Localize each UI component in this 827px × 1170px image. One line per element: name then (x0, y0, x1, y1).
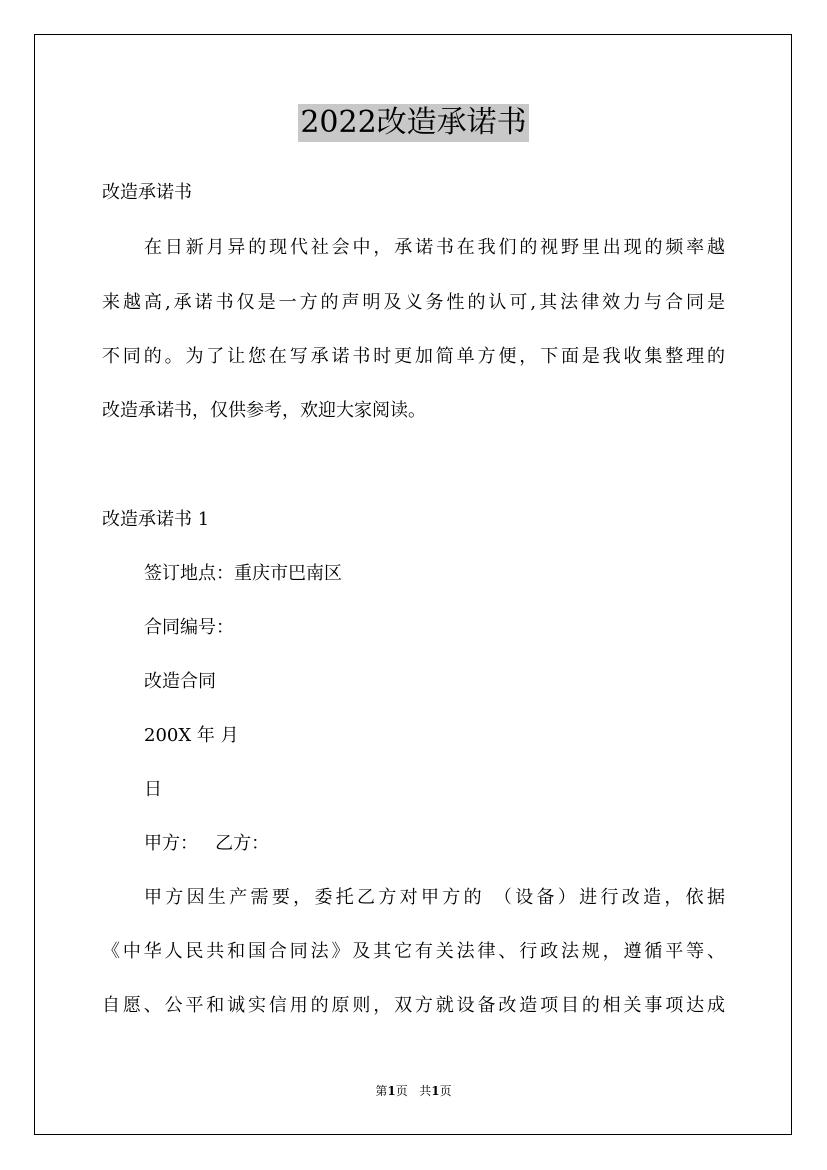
field-date-year-month: 200X 年 月 (144, 725, 239, 746)
page-footer (0, 1082, 827, 1100)
field-contract-name: 改造合同 (144, 671, 216, 692)
intro-line-2: 来越高,承诺书仅是一方的声明及义务性的认可,其法律效力与合同是 (102, 292, 725, 313)
body-line-3: 自愿、公平和诚实信用的原则，双方就设备改造项目的相关事项达成 (102, 995, 725, 1016)
intro-line-3: 不同的。为了让您在写承诺书时更加简单方便，下面是我收集整理的 (102, 346, 725, 367)
footer-prefix: 第 (375, 1084, 388, 1098)
footer-middle: 页 共 (395, 1084, 432, 1098)
section-heading: 改造承诺书 1 (102, 509, 210, 530)
footer-suffix: 页 (439, 1084, 452, 1098)
field-parties: 甲方： 乙方： (144, 833, 270, 854)
document-heading: 改造承诺书 (102, 182, 192, 203)
body-line-2: 《中华人民共和国合同法》及其它有关法律、行政法规，遵循平等、 (102, 941, 725, 962)
field-contract-no: 合同编号： (144, 617, 234, 638)
intro-line-1: 在日新月异的现代社会中，承诺书在我们的视野里出现的频率越 (144, 237, 725, 258)
intro-line-4: 改造承诺书，仅供参考，欢迎大家阅读。 (102, 400, 426, 421)
field-place: 签订地点：重庆市巴南区 (144, 563, 342, 584)
footer-total-pages: 1 (431, 1084, 440, 1098)
body-line-1: 甲方因生产需要，委托乙方对甲方的 （设备）进行改造，依据 (144, 887, 725, 908)
document-title: 2022改造承诺书 (300, 105, 527, 140)
footer-page-number: 1 (387, 1084, 396, 1098)
field-date-day: 日 (144, 779, 162, 800)
title-container (0, 104, 827, 142)
